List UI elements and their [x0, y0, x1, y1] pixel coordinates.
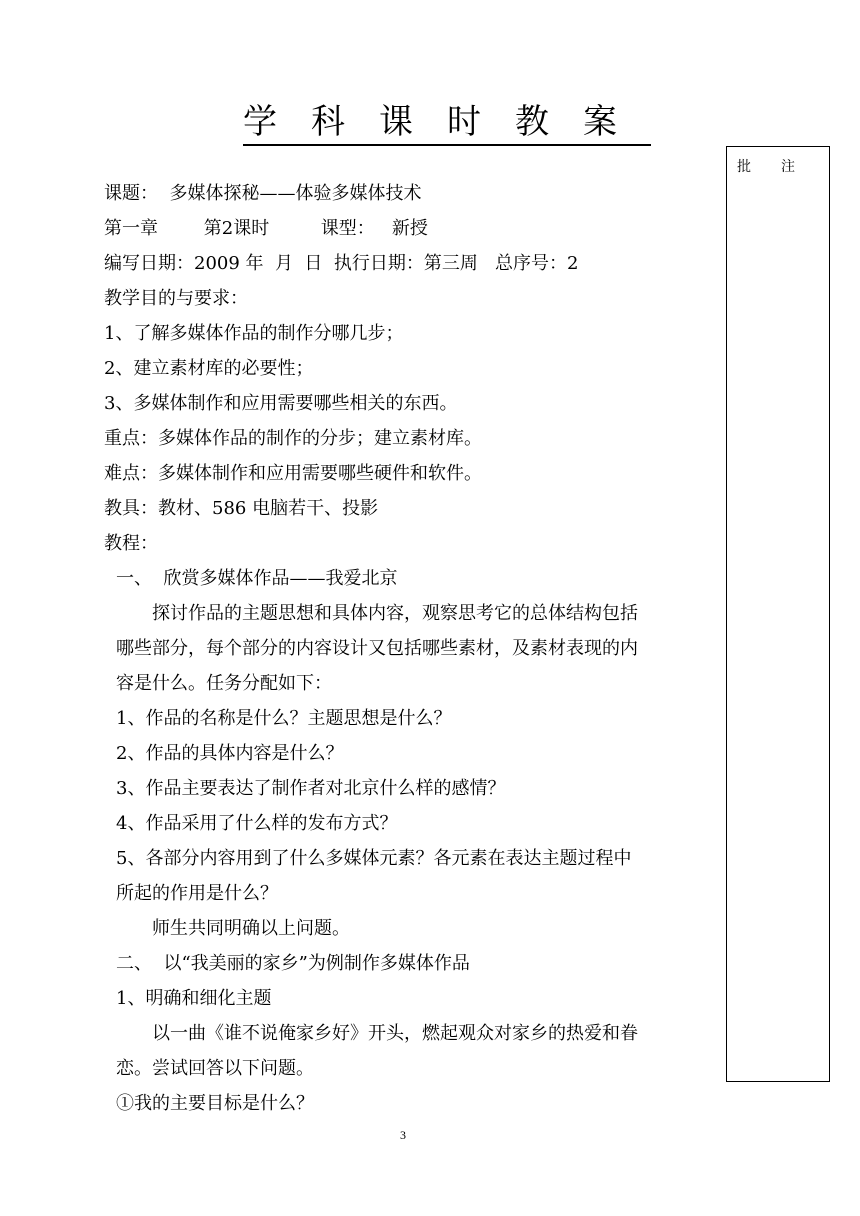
subsection-heading: 1、明确和细化主题 — [116, 988, 272, 1009]
paragraph-line: 以一曲《谁不说俺家乡好》开头，燃起观众对家乡的热爱和眷 — [152, 1023, 638, 1044]
annotation-label: 批注 — [737, 159, 825, 175]
task-item: 1、作品的名称是什么？主题思想是什么？ — [116, 708, 452, 729]
key-points: 重点：多媒体作品的制作的分步；建立素材库。 — [104, 428, 482, 449]
date-info: 编写日期：2009 年 月 日 执行日期：第三周 总序号：2 — [104, 253, 579, 274]
objective-item: 2、建立素材库的必要性； — [104, 358, 314, 379]
paragraph-line: 恋。尝试回答以下问题。 — [116, 1058, 314, 1079]
question-item: ①我的主要目标是什么？ — [116, 1093, 314, 1114]
paragraph-line: 容是什么。任务分配如下： — [116, 673, 332, 694]
teaching-aids: 教具：教材、586 电脑若干、投影 — [104, 498, 379, 519]
task-item: 4、作品采用了什么样的发布方式？ — [116, 813, 398, 834]
objectives-heading: 教学目的与要求： — [104, 288, 248, 309]
page-title: 学科课时教案 — [0, 102, 860, 146]
section-heading: 二、 以“我美丽的家乡”为例制作多媒体作品 — [116, 953, 470, 974]
task-item: 5、各部分内容用到了什么多媒体元素？各元素在表达主题过程中 — [116, 848, 632, 869]
difficult-points: 难点：多媒体制作和应用需要哪些硬件和软件。 — [104, 463, 482, 484]
page-number: 3 — [400, 1128, 406, 1142]
paragraph-line: 师生共同明确以上问题。 — [152, 918, 350, 939]
section-heading: 一、 欣赏多媒体作品——我爱北京 — [116, 568, 398, 589]
task-item: 2、作品的具体内容是什么？ — [116, 743, 344, 764]
procedure-heading: 教程： — [104, 533, 158, 554]
chapter-info: 第一章 第2课时 课型： 新授 — [104, 218, 428, 239]
paragraph-line: 探讨作品的主题思想和具体内容，观察思考它的总体结构包括 — [152, 603, 638, 624]
task-item: 3、作品主要表达了制作者对北京什么样的感情？ — [116, 778, 506, 799]
objective-item: 3、多媒体制作和应用需要哪些相关的东西。 — [104, 393, 458, 414]
lesson-topic: 课题： 多媒体探秘——体验多媒体技术 — [104, 183, 422, 204]
annotation-column — [726, 146, 830, 1082]
paragraph-line: 哪些部分，每个部分的内容设计又包括哪些素材，及素材表现的内 — [116, 638, 638, 659]
objective-item: 1、了解多媒体作品的制作分哪几步； — [104, 323, 404, 344]
task-item-continued: 所起的作用是什么？ — [116, 883, 278, 904]
